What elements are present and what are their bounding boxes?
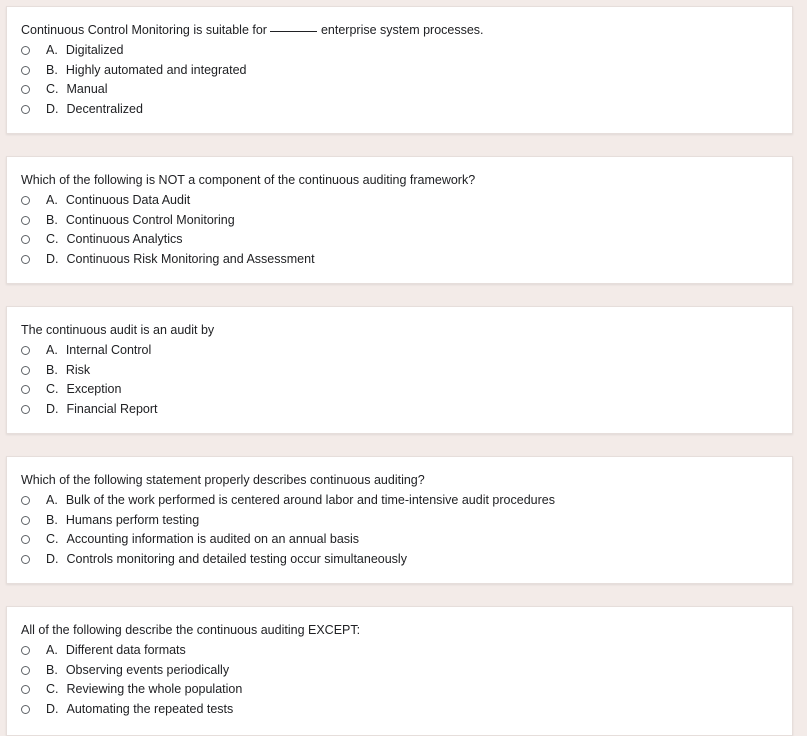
option-b[interactable]: [21, 212, 235, 228]
question-text-before: Continuous Control Monitoring is suitable for: [21, 23, 267, 37]
option-a[interactable]: [21, 492, 555, 508]
option-a[interactable]: [21, 192, 190, 208]
option-d[interactable]: [21, 101, 143, 117]
radio-button-icon[interactable]: [21, 496, 30, 505]
option-d[interactable]: [21, 701, 233, 717]
radio-button-icon[interactable]: [21, 705, 30, 714]
question-text: Which of the following is NOT a component of the continuous auditing framework?: [21, 173, 476, 187]
option-label: Continuous Control Monitoring: [65, 213, 235, 227]
option-b[interactable]: [21, 662, 229, 678]
option-letter: D.: [46, 102, 59, 116]
radio-button-icon[interactable]: [21, 196, 30, 205]
radio-button-icon[interactable]: [21, 85, 30, 94]
option-label: Risk: [65, 363, 91, 377]
option-d[interactable]: [21, 551, 407, 567]
radio-button-icon[interactable]: [21, 235, 30, 244]
option-letter: B.: [46, 513, 58, 527]
radio-button-icon[interactable]: [21, 366, 30, 375]
option-letter: D.: [46, 702, 59, 716]
option-letter: A.: [46, 643, 58, 657]
option-letter: D.: [46, 402, 59, 416]
option-letter: A.: [46, 343, 58, 357]
option-label: Internal Control: [65, 343, 152, 357]
option-letter: C.: [46, 82, 59, 96]
option-letter: C.: [46, 682, 59, 696]
radio-button-icon[interactable]: [21, 105, 30, 114]
option-label: Observing events periodically: [65, 663, 230, 677]
option-letter: C.: [46, 532, 59, 546]
option-letter: D.: [46, 552, 59, 566]
question-text: Which of the following statement properly describes continuous auditing?: [21, 473, 425, 487]
option-letter: D.: [46, 252, 59, 266]
radio-button-icon[interactable]: [21, 535, 30, 544]
option-a[interactable]: [21, 642, 186, 658]
question-text: All of the following describe the continuous auditing EXCEPT:: [21, 623, 361, 637]
radio-button-icon[interactable]: [21, 516, 30, 525]
option-c[interactable]: [21, 81, 108, 97]
option-label: Different data formats: [65, 643, 186, 657]
option-label: Continuous Analytics: [66, 232, 183, 246]
option-letter: A.: [46, 193, 58, 207]
option-label: Reviewing the whole population: [66, 682, 243, 696]
option-a[interactable]: [21, 342, 151, 358]
option-label: Digitalized: [65, 43, 124, 57]
radio-button-icon[interactable]: [21, 46, 30, 55]
option-label: Manual: [66, 82, 108, 96]
answer-blank: [270, 31, 317, 32]
radio-button-icon[interactable]: [21, 685, 30, 694]
option-a[interactable]: [21, 42, 123, 58]
radio-button-icon[interactable]: [21, 555, 30, 564]
question-card-3: [6, 306, 793, 434]
option-c[interactable]: [21, 231, 183, 247]
question-text-after: enterprise system processes.: [320, 23, 484, 37]
option-letter: B.: [46, 63, 58, 77]
option-d[interactable]: [21, 251, 315, 267]
option-label: Humans perform testing: [65, 513, 200, 527]
option-letter: B.: [46, 663, 58, 677]
radio-button-icon[interactable]: [21, 405, 30, 414]
question-card-1: [6, 6, 793, 134]
option-b[interactable]: [21, 62, 247, 78]
option-d[interactable]: [21, 401, 158, 417]
option-label: Decentralized: [66, 102, 143, 116]
option-label: Financial Report: [66, 402, 158, 416]
question-text: The continuous audit is an audit by: [21, 323, 215, 337]
option-letter: B.: [46, 213, 58, 227]
option-c[interactable]: [21, 531, 359, 547]
option-label: Accounting information is audited on an annual basis: [66, 532, 360, 546]
radio-button-icon[interactable]: [21, 385, 30, 394]
question-text: [21, 23, 484, 38]
question-card-4: [6, 456, 793, 584]
option-label: Automating the repeated tests: [66, 702, 234, 716]
option-label: Bulk of the work performed is centered around labor and time-intensive audit procedures: [65, 493, 555, 507]
option-label: Controls monitoring and detailed testing occur simultaneously: [66, 552, 407, 566]
question-card-2: [6, 156, 793, 284]
option-letter: C.: [46, 232, 59, 246]
radio-button-icon[interactable]: [21, 66, 30, 75]
option-label: Continuous Risk Monitoring and Assessment: [66, 252, 315, 266]
option-b[interactable]: [21, 512, 199, 528]
radio-button-icon[interactable]: [21, 216, 30, 225]
option-b[interactable]: [21, 362, 90, 378]
radio-button-icon[interactable]: [21, 666, 30, 675]
option-letter: B.: [46, 363, 58, 377]
option-c[interactable]: [21, 381, 121, 397]
option-letter: A.: [46, 43, 58, 57]
option-label: Continuous Data Audit: [65, 193, 191, 207]
question-card-5: [6, 606, 793, 736]
option-c[interactable]: [21, 681, 242, 697]
radio-button-icon[interactable]: [21, 646, 30, 655]
radio-button-icon[interactable]: [21, 255, 30, 264]
option-letter: C.: [46, 382, 59, 396]
option-label: Highly automated and integrated: [65, 63, 247, 77]
option-label: Exception: [66, 382, 122, 396]
option-letter: A.: [46, 493, 58, 507]
radio-button-icon[interactable]: [21, 346, 30, 355]
